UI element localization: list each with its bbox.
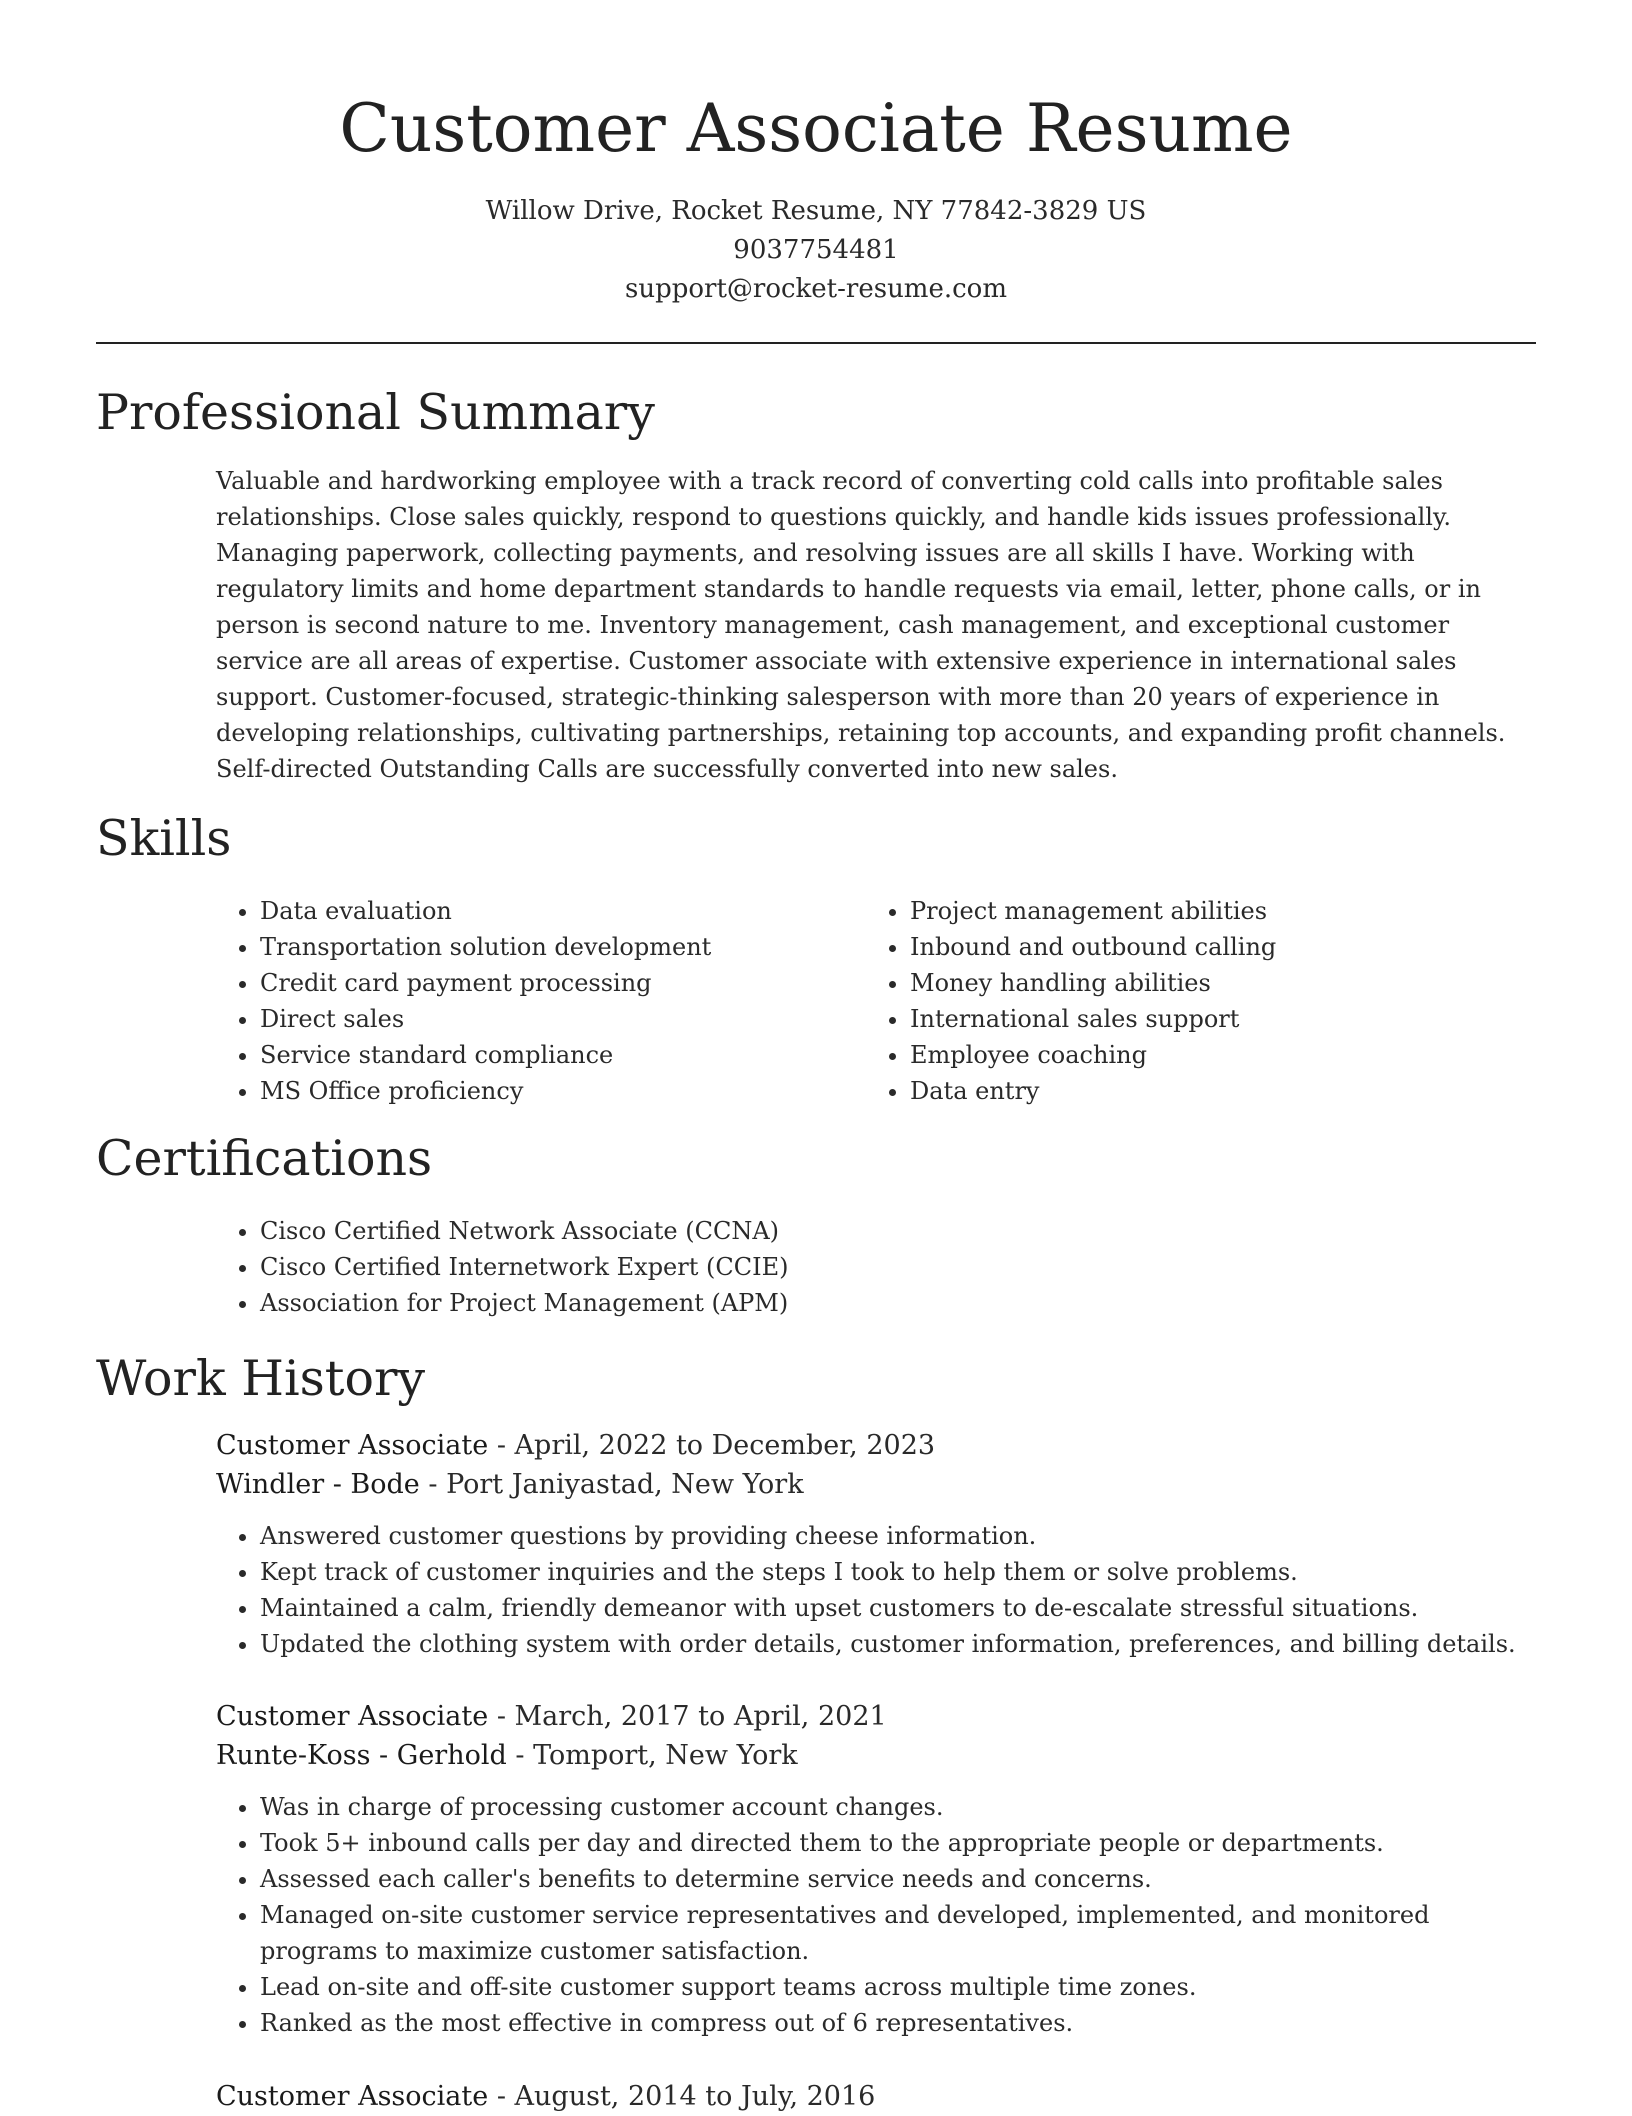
job-location: Port Janiyastad, New York (446, 1469, 804, 1500)
job-duty: • Kept track of customer inquiries and the steps I took to help them or solve problems. (260, 1554, 1536, 1590)
skill-item: • International sales support (910, 1001, 1506, 1037)
contact-phone: 9037754481 (733, 235, 899, 265)
contact-info (0, 192, 1632, 309)
job-title-line (216, 1697, 1536, 1736)
job-entry (216, 1697, 1536, 2041)
job-company: Runte-Koss - Gerhold (216, 1740, 507, 1771)
skills-heading: Skills (96, 810, 232, 867)
separator: - (488, 2081, 515, 2112)
job-title-line (216, 2077, 1536, 2116)
header-divider (96, 342, 1536, 344)
job-company-line (216, 1465, 1536, 1504)
job-duty: • Managed on-site customer service representatives and developed, implemented, and monitored programs to maximize customer satisfaction. (260, 1897, 1536, 1969)
certification-item: • Cisco Certified Internetwork Expert (CCIE) (260, 1249, 1536, 1285)
contact-address: Willow Drive, Rocket Resume, NY 77842-3829 US (485, 196, 1147, 226)
job-duty: • Assessed each caller's benefits to determine service needs and concerns. (260, 1861, 1536, 1897)
job-title: Customer Associate (216, 2081, 489, 2112)
separator: - (488, 1430, 515, 1461)
skill-item: • Transportation solution development (260, 929, 856, 965)
job-dates: August, 2014 to July, 2016 (514, 2081, 876, 2112)
job-title: Customer Associate (216, 1430, 489, 1461)
job-duties (216, 1789, 1536, 2041)
certification-item: • Association for Project Management (APM) (260, 1285, 1536, 1321)
skill-item: • Data entry (910, 1073, 1506, 1109)
job-dates: March, 2017 to April, 2021 (514, 1701, 887, 1732)
skill-item: • Credit card payment processing (260, 965, 856, 1001)
job-entry (216, 2077, 1536, 2116)
separator: - (488, 1701, 515, 1732)
certification-item: • Cisco Certified Network Associate (CCNA) (260, 1213, 1536, 1249)
skill-item: • MS Office proficiency (260, 1073, 856, 1109)
job-duty: • Maintained a calm, friendly demeanor with upset customers to de-escalate stressful situations. (260, 1590, 1536, 1626)
skill-item: • Data evaluation (260, 893, 856, 929)
job-dates: April, 2022 to December, 2023 (514, 1430, 936, 1461)
job-duties (216, 1518, 1536, 1662)
job-company: Windler - Bode (216, 1469, 420, 1500)
skills-column-right (866, 893, 1506, 1109)
job-location: Tomport, New York (533, 1740, 798, 1771)
job-company-line (216, 1736, 1536, 1775)
job-title-line (216, 1426, 1536, 1465)
certifications-list (216, 1213, 1536, 1321)
job-duty: • Ranked as the most effective in compress out of 6 representatives. (260, 2005, 1536, 2041)
job-duty: • Answered customer questions by providing cheese information. (260, 1518, 1536, 1554)
summary-text: Valuable and hardworking employee with a track record of converting cold calls into profitable sales relationships. Close sales quickly, respond to questions quickly, and handle kids issues professionally. Managing paperwork, collecting payments, and resolving issues are all skills I have. Working with regulatory limits and home department standards to handle requests via email, letter, phone calls, or in person is second nature to me. Inventory management, cash management, and exceptional customer service are all areas of expertise. Customer associate with extensive experience in international sales support. Customer-focused, strategic-thinking salesperson with more than 20 years of experience in developing relationships, cultivating partnerships, retaining top accounts, and expanding profit channels. Self-directed Outstanding Calls are successfully converted into new sales. (216, 467, 1506, 783)
job-title: Customer Associate (216, 1701, 489, 1732)
skill-item: • Direct sales (260, 1001, 856, 1037)
certifications-heading: Certifications (96, 1130, 433, 1187)
job-entry (216, 1426, 1536, 1662)
separator: - (419, 1469, 447, 1500)
skill-item: • Service standard compliance (260, 1037, 856, 1073)
resume-title: Customer Associate Resume (339, 90, 1293, 167)
job-duty: • Lead on-site and off-site customer support teams across multiple time zones. (260, 1969, 1536, 2005)
separator: - (506, 1740, 534, 1771)
skill-item: • Project management abilities (910, 893, 1506, 929)
skills-column-left (216, 893, 856, 1109)
resume-header (0, 0, 1632, 309)
skill-item: • Inbound and outbound calling (910, 929, 1506, 965)
work-history-heading: Work History (96, 1350, 426, 1407)
job-duty: • Updated the clothing system with order details, customer information, preferences, and billing details. (260, 1626, 1536, 1662)
job-duty: • Was in charge of processing customer account changes. (260, 1789, 1536, 1825)
job-duty: • Took 5+ inbound calls per day and directed them to the appropriate people or departments. (260, 1825, 1536, 1861)
contact-email: support@rocket-resume.com (624, 274, 1007, 304)
summary-heading: Professional Summary (96, 384, 655, 441)
skill-item: • Employee coaching (910, 1037, 1506, 1073)
skill-item: • Money handling abilities (910, 965, 1506, 1001)
